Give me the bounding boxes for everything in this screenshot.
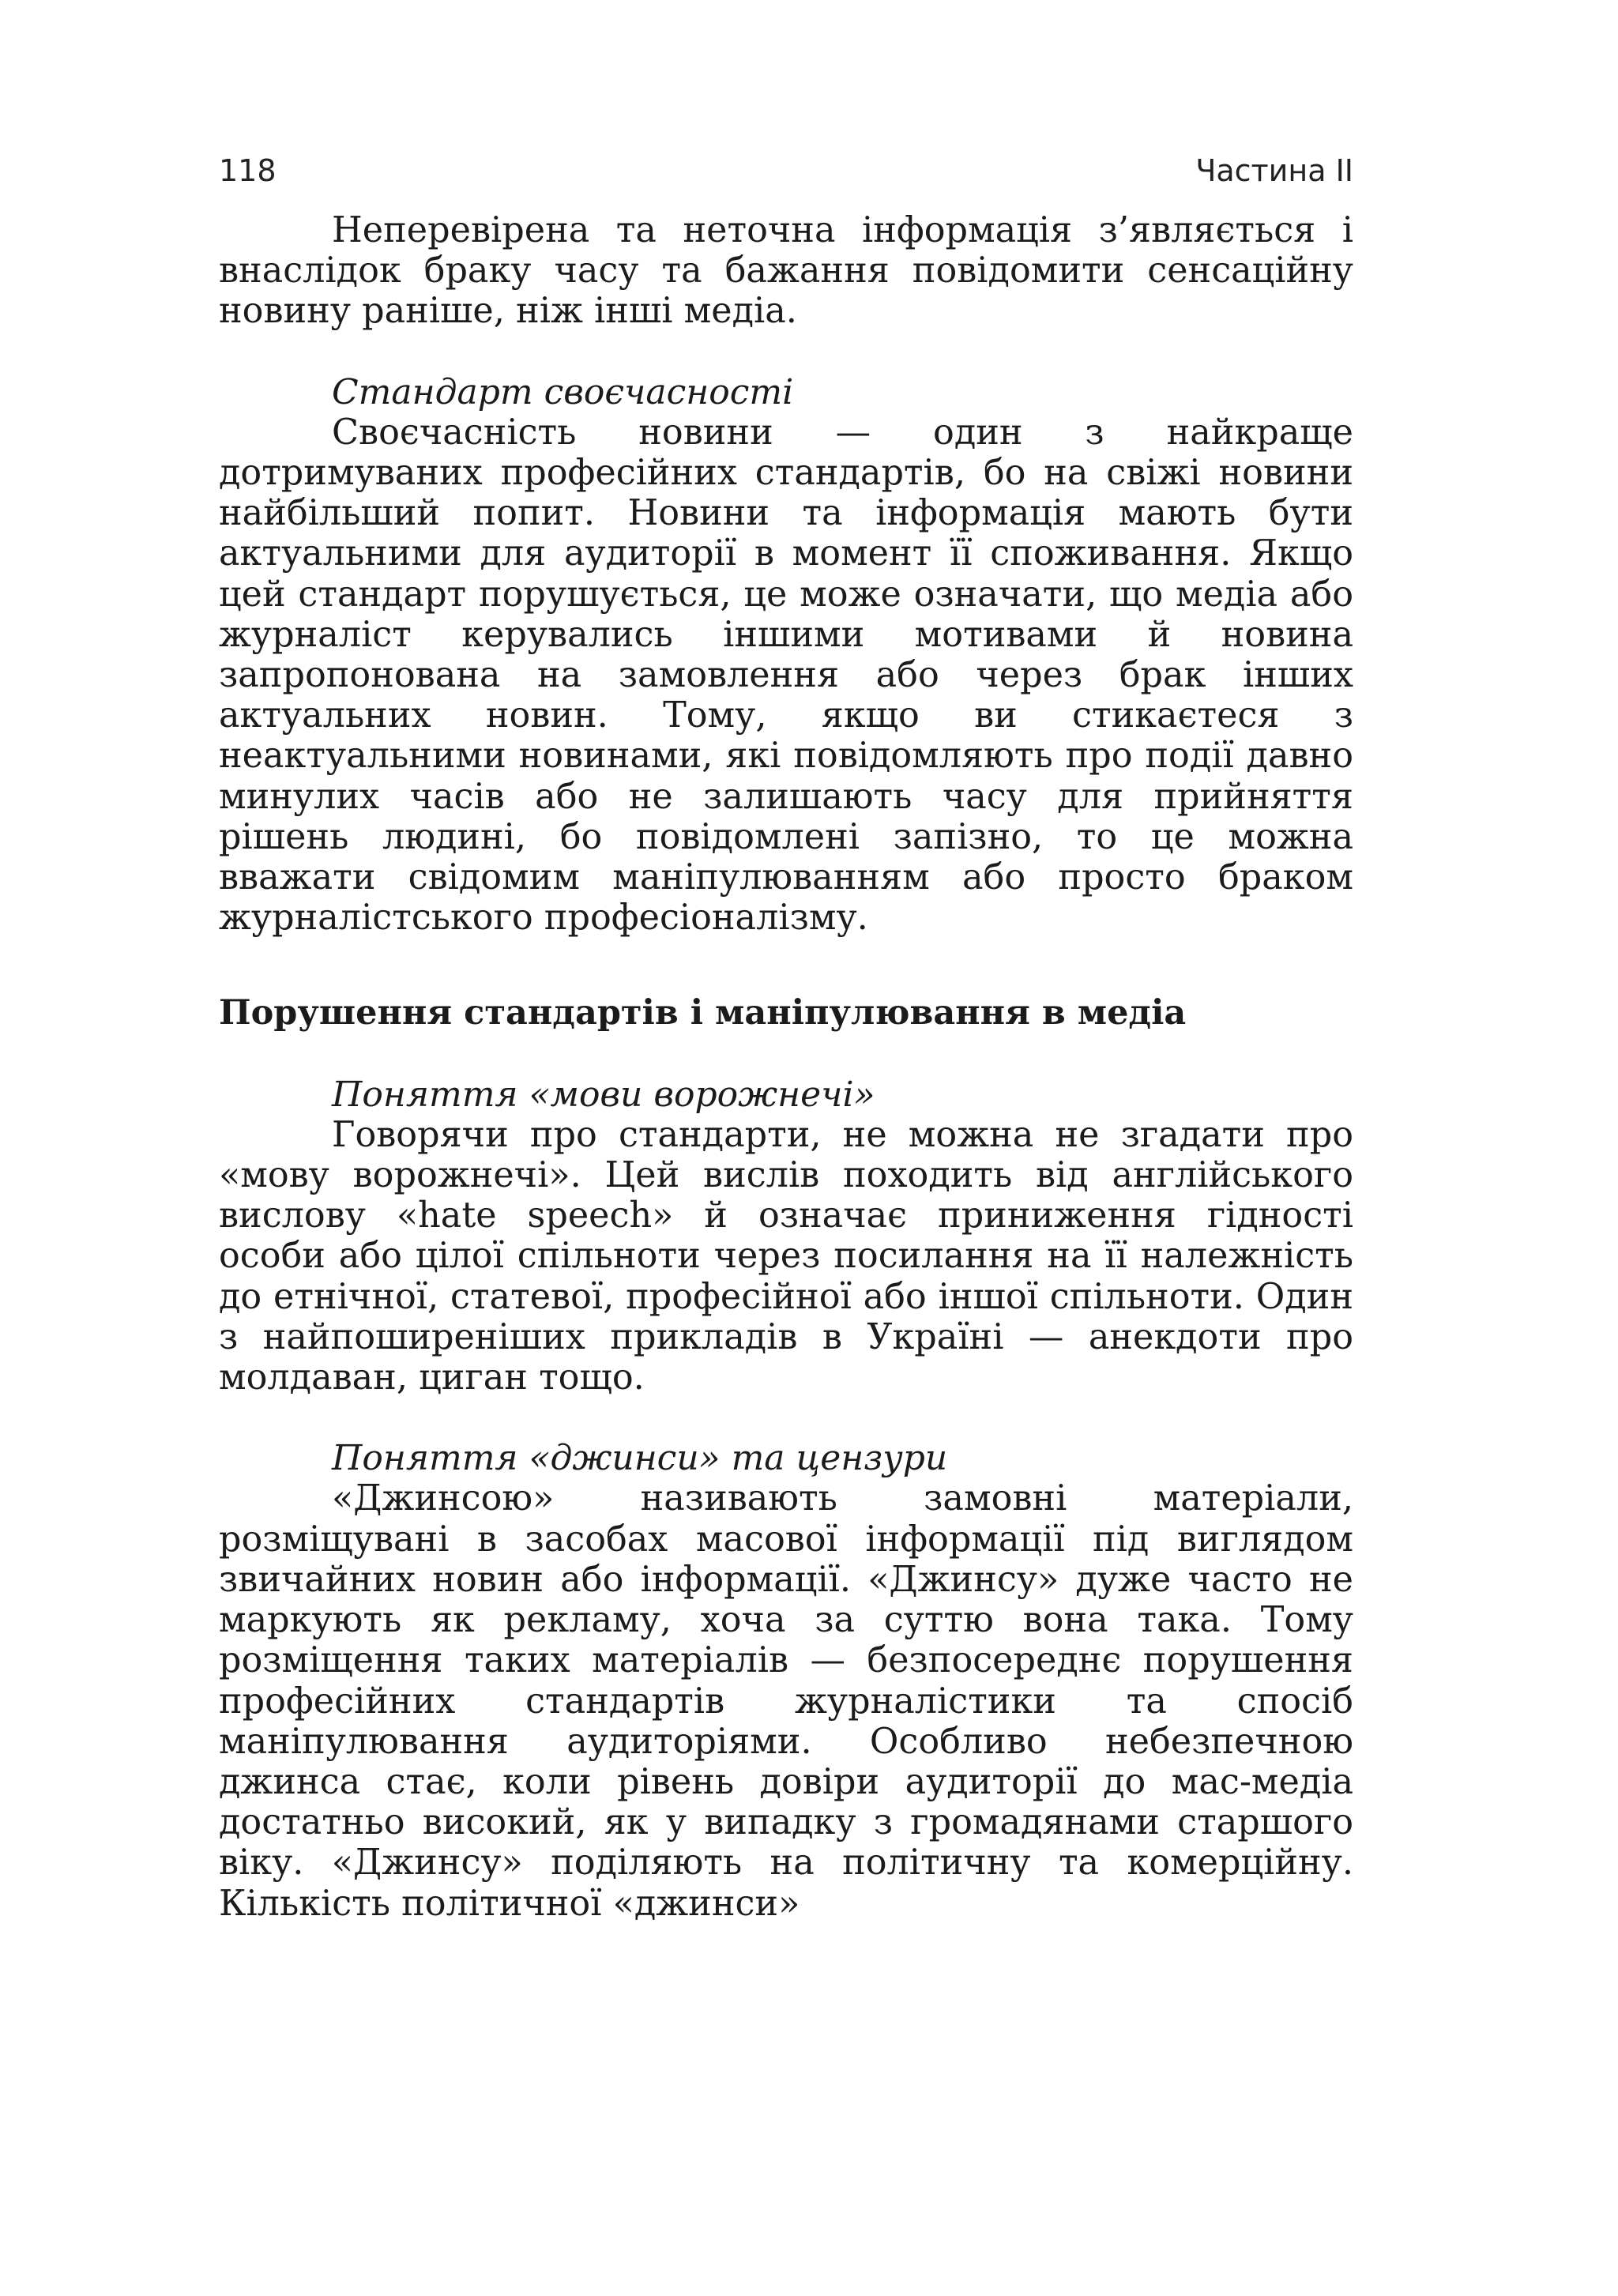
paragraph-timeliness: Своєчасність новини — один з найкраще дотримуваних професійних стандартів, бо на свіжі новини найбільший попит. Новини та інформація мають бути актуальними для аудиторії в момент її споживання. Якщо цей стандарт порушується, це може означати, що медіа або журналіст керувались іншими мотивами й новина запропонована на замовлення або через брак інших актуальних новин. Тому, якщо ви стикаєтеся з неактуальними новинами, які повідомляють про події давно минулих часів або не залишають часу для прийняття рішень людині, бо повідомлені запізно, то це можна вважати свідомим маніпулюванням або просто браком журналістського професіоналізму. — [219, 412, 1353, 939]
running-header — [219, 147, 1353, 194]
spacer — [219, 1398, 1353, 1438]
paragraph-hate-speech: Говорячи про стандарти, не можна не згадати про «мову ворожнечі». Цей вислів походить від англійського вислову «hate speech» й означає приниження гідності особи або цілої спільноти через посилання на її належність до етнічної, статевої, професійної або іншої спільноти. Один з найпоширеніших прикладів в Україні — анекдоти про молдаван, циган тощо. — [219, 1114, 1353, 1398]
subheading-jeans-censorship: Поняття «джинси» та цензури — [332, 1438, 948, 1479]
spacer — [219, 332, 1353, 372]
body-text — [219, 210, 1353, 1924]
spacer — [219, 1034, 1353, 1075]
section-heading: Порушення стандартів і маніпулювання в медіа — [219, 993, 1187, 1033]
paragraph-unverified-info: Неперевірена та неточна інформація з’являється і внаслідок браку часу та бажання повідомити сенсаційну новину раніше, ніж інші медіа. — [219, 210, 1353, 332]
paragraph-jeans: «Джинсою» називають замовні матеріали, розміщувані в засобах масової інформації під виглядом звичайних новин або інформації. «Джинсу» дуже часто не маркують як рекламу, хоча за суттю вона така. Тому розміщення таких матеріалів — безпосереднє порушення професійних стандартів журналістики та спосіб маніпулювання аудиторіями. Особливо небезпечною джинса стає, коли рівень довіри аудиторії до мас-медіа достатньо високий, як у випадку з громадянами старшого віку. «Джинсу» поділяють на політичну та комерційну. Кількість політичної «джинси» — [219, 1478, 1353, 1924]
subheading-timeliness-standard: Стандарт своєчасності — [332, 371, 794, 412]
spacer — [219, 938, 1353, 993]
page-number: 118 — [219, 153, 277, 188]
part-title: Частина II — [1195, 153, 1353, 188]
subheading-hate-speech: Поняття «мови ворожнечі» — [332, 1074, 875, 1115]
